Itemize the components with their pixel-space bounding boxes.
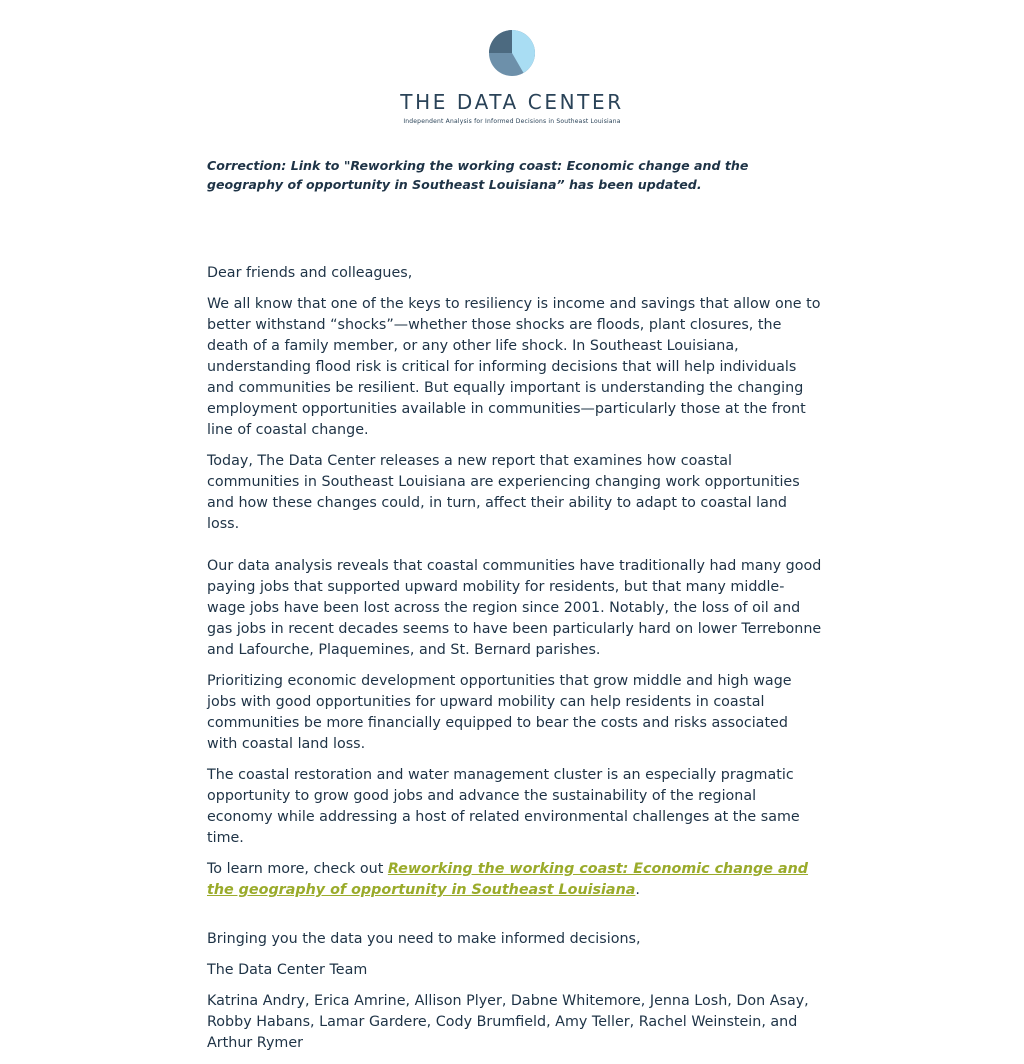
paragraph-coastal-cluster: The coastal restoration and water management cluster is an especially pragmatic opportunity to grow good jobs and advance the sustainability of the regional economy while addressing a host of related environmental challenges at the same time. [207, 767, 800, 846]
pie-chart-logo-icon [488, 29, 536, 77]
team-signature: The Data Center Team [207, 962, 368, 978]
email-body [207, 156, 822, 1064]
learn-more-suffix: . [635, 882, 640, 898]
paragraph-prioritizing: Prioritizing economic development opportunities that grow middle and high wage jobs with good opportunities for upward mobility can help residents in coastal communities be more financially equipped to bear the costs and risks associated with coastal land loss. [207, 673, 792, 752]
correction-notice: Correction: Link to "Reworking the working coast: Economic change and the geography of opportunity in Southeast Louisiana” has been updated. [207, 158, 749, 192]
paragraph-new-report: Today, The Data Center releases a new report that examines how coastal communities in Southeast Louisiana are experiencing changing work opportunities and how these changes could, in turn, affect their ability to adapt to coastal land loss. [207, 453, 800, 532]
email-header [0, 0, 1024, 140]
learn-more-prefix: To learn more, check out [207, 861, 388, 877]
closing-line: Bringing you the data you need to make informed decisions, [207, 931, 641, 947]
spacer [207, 204, 822, 263]
learn-more-paragraph [207, 859, 822, 901]
brand-tagline: Independent Analysis for Informed Decisions in Southeast Louisiana [403, 118, 621, 125]
paragraph-resiliency: We all know that one of the keys to resiliency is income and savings that allow one to better withstand “shocks”—whether those shocks are floods, plant closures, the death of a family member, or any other life shock. In Southeast Louisiana, understanding flood risk is critical for informing decisions that will help individuals and communities be resilient. But equally important is understanding the changing employment opportunities available in communities—particularly those at the front line of coastal change. [207, 296, 821, 438]
brand-name: THE DATA CENTER [400, 90, 624, 114]
greeting: Dear friends and colleagues, [207, 265, 413, 281]
report-link[interactable]: Reworking the working coast: Economic change and the geography of opportunity in Southeast Louisiana [207, 861, 809, 898]
paragraph-analysis: Our data analysis reveals that coastal communities have traditionally had many good paying jobs that supported upward mobility for residents, but that many middle-wage jobs have been lost across the region since 2001. Notably, the loss of oil and gas jobs in recent decades seems to have been particularly hard on lower Terrebonne and Lafourche, Plaquemines, and St. Bernard parishes. [207, 558, 822, 658]
team-member-names: Katrina Andry, Erica Amrine, Allison Plyer, Dabne Whitemore, Jenna Losh, Don Asay, Robby Habans, Lamar Gardere, Cody Brumfield, Amy Teller, Rachel Weinstein, and Arthur Rymer [207, 993, 809, 1051]
